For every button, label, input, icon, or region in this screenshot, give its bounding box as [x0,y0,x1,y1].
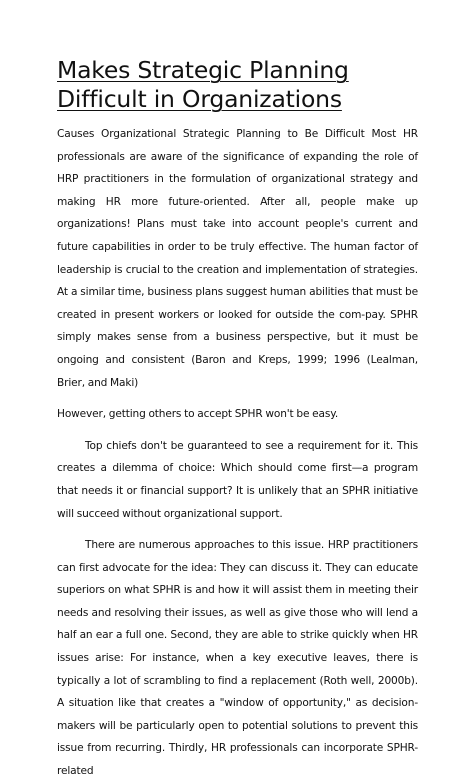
document-title: Makes Strategic Planning Difficult in Organizations [57,56,349,113]
paragraph-causes: Causes Organizational Strategic Planning to Be Difficult Most HR professionals are aware of the significance of expanding the role of HRP practitioners in the formulation of organizational strategy and making HR more future-oriented. After all, people make up organizations! Plans must take into account people's current and future capabilities in order to be truly effective. The human factor of leadership is crucial to the creation and implementation of strategies. At a similar time, business plans suggest human abilities that must be created in present workers or looked for outside the com-pay. SPHR simply makes sense from a business perspective, but it must be ongoing and consistent (Baron and Kreps, 1999; 1996 (Lealman, Brier, and Maki) [57,128,418,389]
paragraph-accept-sphr: However, getting others to accept SPHR won't be easy. [57,408,339,421]
paragraph-top-chiefs: Top chiefs don't be guaranteed to see a requirement for it. This creates a dilemma of choice: Which should come first—a program that needs it or financial support? It is unlikely that an SPHR initiative will succeed without organizational support. [57,439,418,520]
paragraph-approaches: There are numerous approaches to this issue. HRP practitioners can first advocate for the idea: They can discuss it. They can educate superiors on what SPHR is and how it will assist them in meeting their needs and resolving their issues, as well as give those who will lend a half an ear a full one. Second, they are able to strike quickly when HR issues arise: For instance, when a key executive leaves, there is typically a lot of scrambling to find a replacement (Roth well, 2000b). A situation like that creates a "window of opportunity," as decision-makers will be particularly open to potential solutions to prevent this issue from recurring. Thirdly, HR professionals can incorporate SPHR-related [57,539,418,778]
